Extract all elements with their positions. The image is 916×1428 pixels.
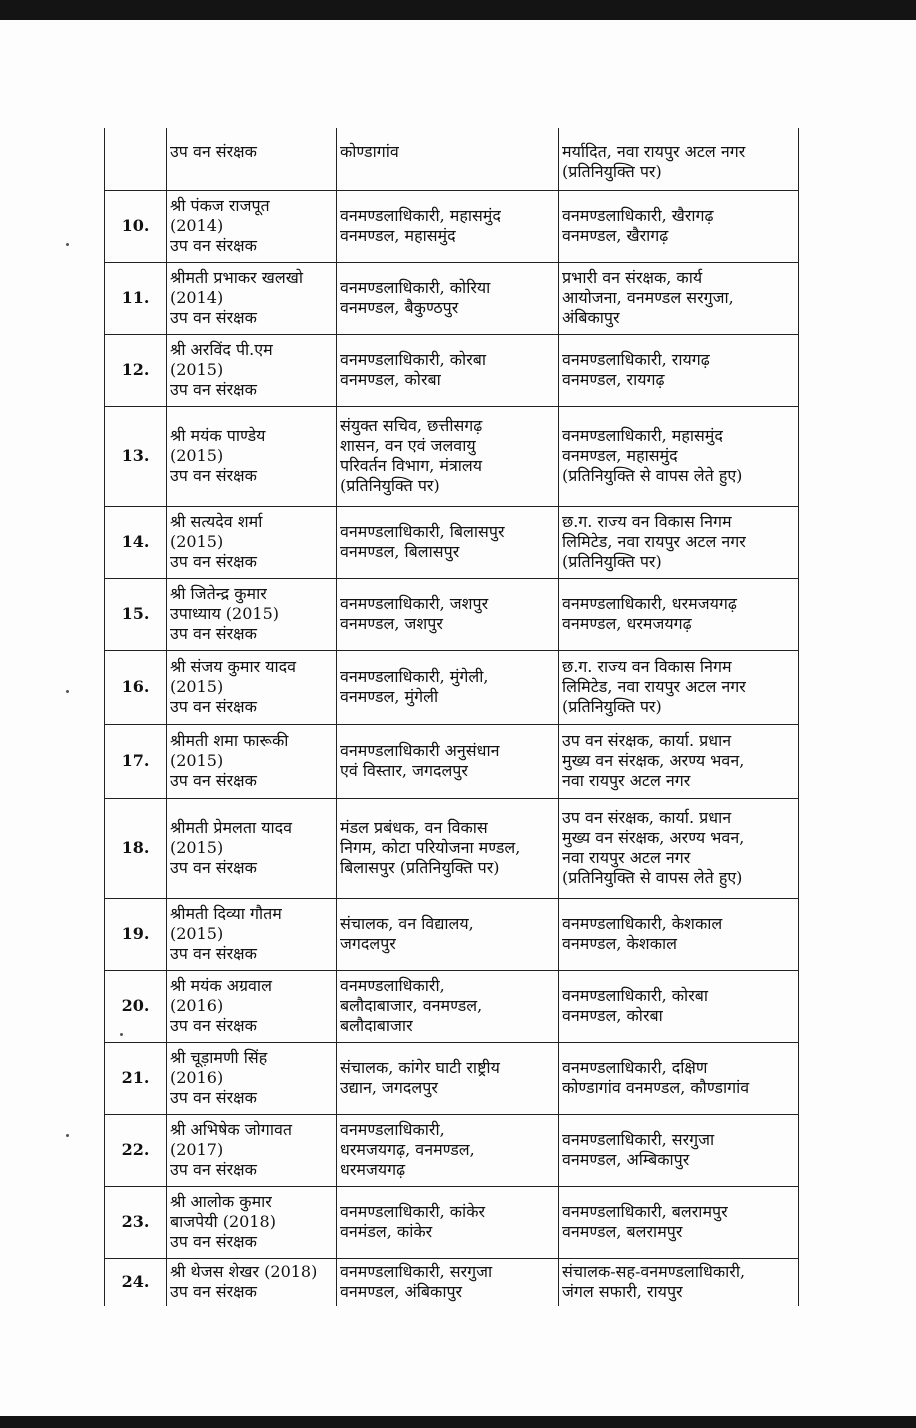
transfer-table bbox=[104, 128, 799, 1306]
table-row bbox=[105, 578, 799, 650]
table-row bbox=[105, 1258, 799, 1306]
serial-number: 19. bbox=[105, 898, 167, 970]
officer-name: श्री मयंक अग्रवाल (2016) उप वन संरक्षक bbox=[167, 970, 337, 1042]
new-posting: वनमण्डलाधिकारी, महासमुंद वनमण्डल, महासमुंद (प्रतिनियुक्ति से वापस लेते हुए) bbox=[559, 406, 799, 506]
serial-number: 13. bbox=[105, 406, 167, 506]
current-posting: वनमण्डलाधिकारी अनुसंधान एवं विस्तार, जगदलपुर bbox=[337, 724, 559, 798]
table-row bbox=[105, 898, 799, 970]
serial-number: 16. bbox=[105, 650, 167, 724]
current-posting: कोण्डागांव bbox=[337, 128, 559, 190]
table-row bbox=[105, 1114, 799, 1186]
new-posting: वनमण्डलाधिकारी, केशकाल वनमण्डल, केशकाल bbox=[559, 898, 799, 970]
current-posting: वनमण्डलाधिकारी, कांकेर वनमंडल, कांकेर bbox=[337, 1186, 559, 1258]
new-posting: छ.ग. राज्य वन विकास निगम लिमिटेड, नवा रायपुर अटल नगर (प्रतिनियुक्ति पर) bbox=[559, 506, 799, 578]
window-bottom-bar bbox=[0, 1416, 916, 1428]
serial-number: 24. bbox=[105, 1258, 167, 1306]
new-posting: छ.ग. राज्य वन विकास निगम लिमिटेड, नवा रायपुर अटल नगर (प्रतिनियुक्ति पर) bbox=[559, 650, 799, 724]
officer-name: श्री संजय कुमार यादव (2015) उप वन संरक्षक bbox=[167, 650, 337, 724]
new-posting: वनमण्डलाधिकारी, कोरबा वनमण्डल, कोरबा bbox=[559, 970, 799, 1042]
new-posting: वनमण्डलाधिकारी, सरगुजा वनमण्डल, अम्बिकापुर bbox=[559, 1114, 799, 1186]
officer-name: श्री चूड़ामणी सिंह (2016) उप वन संरक्षक bbox=[167, 1042, 337, 1114]
officer-name: श्री अरविंद पी.एम (2015) उप वन संरक्षक bbox=[167, 334, 337, 406]
table-row bbox=[105, 262, 799, 334]
officer-name: श्री सत्यदेव शर्मा (2015) उप वन संरक्षक bbox=[167, 506, 337, 578]
officer-name: श्री पंकज राजपूत (2014) उप वन संरक्षक bbox=[167, 190, 337, 262]
current-posting: वनमण्डलाधिकारी, मुंगेली, वनमण्डल, मुंगेली bbox=[337, 650, 559, 724]
scan-speck bbox=[66, 1134, 69, 1137]
officer-name: उप वन संरक्षक bbox=[167, 128, 337, 190]
current-posting: वनमण्डलाधिकारी, कोरिया वनमण्डल, बैकुण्ठपुर bbox=[337, 262, 559, 334]
current-posting: मंडल प्रबंधक, वन विकास निगम, कोटा परियोजना मण्डल, बिलासपुर (प्रतिनियुक्ति पर) bbox=[337, 798, 559, 898]
window-top-bar bbox=[0, 0, 916, 20]
table-row bbox=[105, 970, 799, 1042]
current-posting: संचालक, कांगेर घाटी राष्ट्रीय उद्यान, जगदलपुर bbox=[337, 1042, 559, 1114]
scan-speck bbox=[120, 1033, 123, 1036]
new-posting: वनमण्डलाधिकारी, खैरागढ़ वनमण्डल, खैरागढ़ bbox=[559, 190, 799, 262]
current-posting: वनमण्डलाधिकारी, बिलासपुर वनमण्डल, बिलासपुर bbox=[337, 506, 559, 578]
table-row bbox=[105, 128, 799, 190]
new-posting: उप वन संरक्षक, कार्या. प्रधान मुख्य वन संरक्षक, अरण्य भवन, नवा रायपुर अटल नगर (प्रतिनियुक्ति से वापस लेते हुए) bbox=[559, 798, 799, 898]
serial-number: 15. bbox=[105, 578, 167, 650]
table-row bbox=[105, 650, 799, 724]
scan-speck bbox=[66, 243, 69, 246]
table-row bbox=[105, 798, 799, 898]
serial-number: 18. bbox=[105, 798, 167, 898]
serial-number: 20. bbox=[105, 970, 167, 1042]
new-posting: वनमण्डलाधिकारी, दक्षिण कोण्डागांव वनमण्डल, कौण्डागांव bbox=[559, 1042, 799, 1114]
officer-name: श्री जितेन्द्र कुमार उपाध्याय (2015) उप वन संरक्षक bbox=[167, 578, 337, 650]
table-row bbox=[105, 506, 799, 578]
serial-number: 17. bbox=[105, 724, 167, 798]
current-posting: वनमण्डलाधिकारी, बलौदाबाजार, वनमण्डल, बलौदाबाजार bbox=[337, 970, 559, 1042]
officer-name: श्रीमती प्रभाकर खलखो (2014) उप वन संरक्षक bbox=[167, 262, 337, 334]
officer-name: श्रीमती शमा फारूकी (2015) उप वन संरक्षक bbox=[167, 724, 337, 798]
new-posting: वनमण्डलाधिकारी, धरमजयगढ़ वनमण्डल, धरमजयगढ़ bbox=[559, 578, 799, 650]
officer-name: श्री अभिषेक जोगावत (2017) उप वन संरक्षक bbox=[167, 1114, 337, 1186]
officer-name: श्री मयंक पाण्डेय (2015) उप वन संरक्षक bbox=[167, 406, 337, 506]
current-posting: वनमण्डलाधिकारी, सरगुजा वनमण्डल, अंबिकापुर bbox=[337, 1258, 559, 1306]
new-posting: उप वन संरक्षक, कार्या. प्रधान मुख्य वन संरक्षक, अरण्य भवन, नवा रायपुर अटल नगर bbox=[559, 724, 799, 798]
serial-number: 22. bbox=[105, 1114, 167, 1186]
serial-number bbox=[105, 128, 167, 190]
officer-name: श्रीमती प्रेमलता यादव (2015) उप वन संरक्षक bbox=[167, 798, 337, 898]
serial-number: 21. bbox=[105, 1042, 167, 1114]
table-row bbox=[105, 406, 799, 506]
new-posting: संचालक-सह-वनमण्डलाधिकारी, जंगल सफारी, रायपुर bbox=[559, 1258, 799, 1306]
new-posting: वनमण्डलाधिकारी, बलरामपुर वनमण्डल, बलरामपुर bbox=[559, 1186, 799, 1258]
current-posting: संयुक्त सचिव, छत्तीसगढ़ शासन, वन एवं जलवायु परिवर्तन विभाग, मंत्रालय (प्रतिनियुक्ति पर) bbox=[337, 406, 559, 506]
current-posting: वनमण्डलाधिकारी, धरमजयगढ़, वनमण्डल, धरमजयगढ़ bbox=[337, 1114, 559, 1186]
current-posting: वनमण्डलाधिकारी, महासमुंद वनमण्डल, महासमुंद bbox=[337, 190, 559, 262]
officer-name: श्री आलोक कुमार बाजपेयी (2018) उप वन संरक्षक bbox=[167, 1186, 337, 1258]
serial-number: 10. bbox=[105, 190, 167, 262]
new-posting: वनमण्डलाधिकारी, रायगढ़ वनमण्डल, रायगढ़ bbox=[559, 334, 799, 406]
officer-name: श्री थेजस शेखर (2018) उप वन संरक्षक bbox=[167, 1258, 337, 1306]
table-row bbox=[105, 190, 799, 262]
table-row bbox=[105, 334, 799, 406]
serial-number: 14. bbox=[105, 506, 167, 578]
serial-number: 11. bbox=[105, 262, 167, 334]
current-posting: संचालक, वन विद्यालय, जगदलपुर bbox=[337, 898, 559, 970]
table-row bbox=[105, 1042, 799, 1114]
new-posting: मर्यादित, नवा रायपुर अटल नगर (प्रतिनियुक्ति पर) bbox=[559, 128, 799, 190]
new-posting: प्रभारी वन संरक्षक, कार्य आयोजना, वनमण्डल सरगुजा, अंबिकापुर bbox=[559, 262, 799, 334]
serial-number: 12. bbox=[105, 334, 167, 406]
current-posting: वनमण्डलाधिकारी, जशपुर वनमण्डल, जशपुर bbox=[337, 578, 559, 650]
table-row bbox=[105, 724, 799, 798]
officer-name: श्रीमती दिव्या गौतम (2015) उप वन संरक्षक bbox=[167, 898, 337, 970]
current-posting: वनमण्डलाधिकारी, कोरबा वनमण्डल, कोरबा bbox=[337, 334, 559, 406]
table-row bbox=[105, 1186, 799, 1258]
serial-number: 23. bbox=[105, 1186, 167, 1258]
scan-speck bbox=[66, 690, 69, 693]
